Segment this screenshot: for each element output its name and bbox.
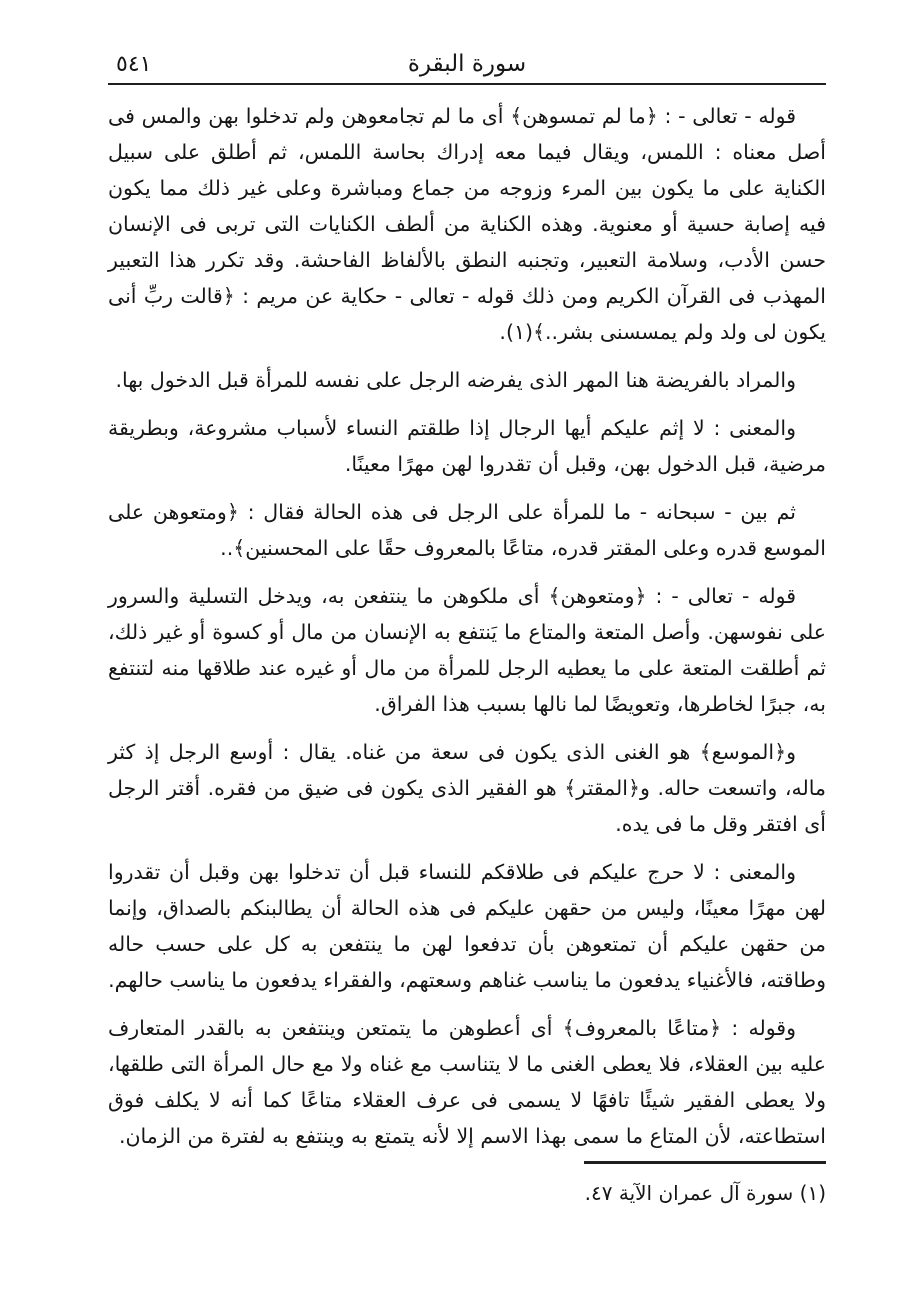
paragraph-5: قوله - تعالى - : ﴿ومتعوهن﴾ أى ملكوهن ما ينتفعن به، ويدخل التسلية والسرور على نفوسهن. وأصل المتعة والمتاع ما يَنتفع به الإنسان من مال أو كسوة أو غير ذلك، ثم أطلقت المتعة على ما يعطيه الرجل للمرأة من مال أو غيره عند طلاقها منه لتنتفع به، جبرًا لخاطرها، وتعويضًا لما نالها بسبب هذا الفراق.: [108, 584, 826, 716]
page-number: ٥٤١: [116, 52, 152, 77]
paragraph-6: و﴿الموسع﴾ هو الغنى الذى يكون فى سعة من غناه. يقال : أوسع الرجل إذ كثر ماله، واتسعت حاله. و﴿المقتر﴾ هو الفقير الذى يكون فى ضيق من فقره. أقتر الرجل أى افتقر وقل ما فى يده.: [108, 740, 826, 836]
footnote-rule: [584, 1161, 826, 1164]
running-title: سورة البقرة: [407, 51, 527, 77]
paragraph-2: والمراد بالفريضة هنا المهر الذى يفرضه الرجل على نفسه للمرأة قبل الدخول بها.: [115, 368, 796, 392]
body-text: [108, 98, 826, 1166]
paragraph-8: وقوله : ﴿متاعًا بالمعروف﴾ أى أعطوهن ما يتمتعن وينتفعن به بالقدر المتعارف عليه بين العقلاء، فلا يعطى الغنى ما لا يتناسب مع غناه ولا مع حال المرأة التى طلقها، ولا يعطى الفقير شيئًا تافهًا لا يسمى فى عرف العقلاء متاعًا كما أنه لا يكلف فوق استطاعته، لأن المتاع ما سمى بهذا الاسم إلا لأنه يتمتع به وينتفع به لفترة من الزمان.: [108, 1016, 826, 1148]
paragraph-7: والمعنى : لا حرج عليكم فى طلاقكم للنساء قبل أن تدخلوا بهن وقبل أن تقدروا لهن مهرًا معينًا، وليس من حقهن عليكم فى هذه الحالة أن يطالبنكم بالصداق، وإنما من حقهن عليكم أن تمتعوهن بأن تدفعوا لهن ما ينتفعن به كل على حسب حاله وطاقته، فالأغنياء يدفعون ما يناسب غناهم وسعتهم، والفقراء يدفعون ما يناسب حالهم.: [108, 860, 826, 992]
paragraph-1: قوله - تعالى - : ﴿ما لم تمسوهن﴾ أى ما لم تجامعوهن ولم تدخلوا بهن والمس فى أصل معناه : اللمس، ويقال فيما معه إدراك بحاسة اللمس، ثم أطلق على سبيل الكناية على ما يكون بين المرء وزوجه من جماع ومباشرة وعلى غير ذلك مما يكون فيه إصابة حسية أو معنوية. وهذه الكناية من ألطف الكنايات التى تربى فى الإنسان حسن الأدب، وسلامة التعبير، وتجنبه النطق بالألفاظ الفاحشة. وقد تكرر هذا التعبير المهذب فى القرآن الكريم ومن ذلك قوله - تعالى - حكاية عن مريم : ﴿قالت ربِّ أنى يكون لى ولد ولم يمسسنى بشر..﴾(١).: [108, 104, 826, 344]
footnote: (١) سورة آل عمران الآية ٤٧.: [584, 1181, 826, 1205]
paragraph-4: ثم بين - سبحانه - ما للمرأة على الرجل فى هذه الحالة فقال : ﴿ومتعوهن على الموسع قدره وعلى المقتر قدره، متاعًا بالمعروف حقًا على المحسنين﴾..: [108, 500, 826, 560]
header-rule: [108, 83, 826, 85]
paragraph-3: والمعنى : لا إثم عليكم أيها الرجال إذا طلقتم النساء لأسباب مشروعة، وبطريقة مرضية، قبل الدخول بهن، وقبل أن تقدروا لهن مهرًا معينًا.: [108, 416, 826, 476]
page-header: [108, 44, 826, 84]
